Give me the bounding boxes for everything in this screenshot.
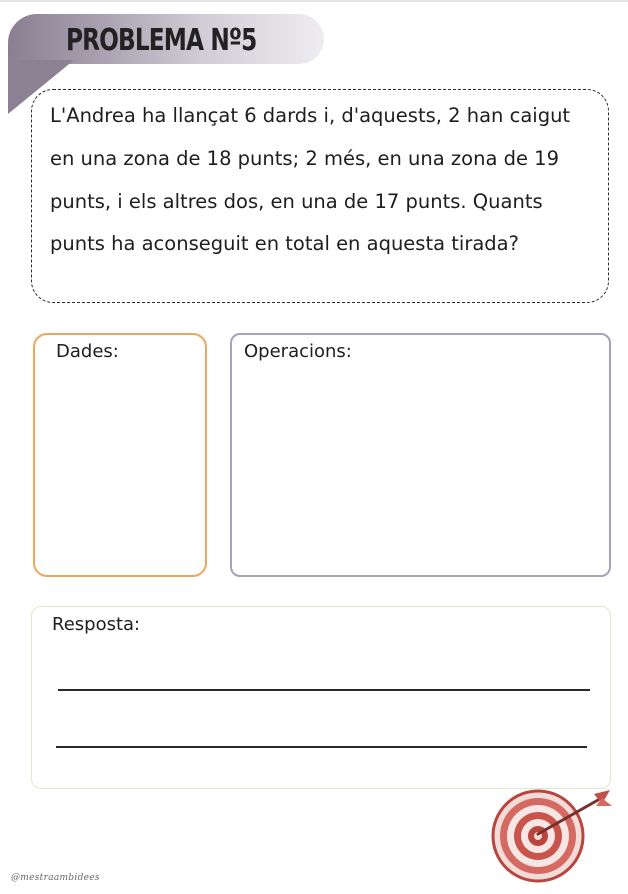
dartboard-icon [490,784,616,892]
resposta-label: Resposta: [52,614,141,635]
page-title: PROBLEMA Nº5 [66,23,257,58]
dades-label: Dades: [56,341,119,362]
answer-line[interactable] [56,746,587,748]
author-credit: @mestraambidees [11,873,100,883]
answer-line[interactable] [58,689,590,691]
operacions-box[interactable] [230,333,611,577]
problem-statement: L'Andrea ha llançat 6 dards i, d'aquests, 2 han caigut en una zona de 18 punts; 2 més, en una zona de 19 punts, i els altres dos, en una de 17 punts. Quants punts ha aconseguit en total en aquesta tirada? [50,104,571,256]
operacions-label: Operacions: [244,341,352,362]
dades-box[interactable] [33,333,207,577]
top-rule [0,0,628,2]
